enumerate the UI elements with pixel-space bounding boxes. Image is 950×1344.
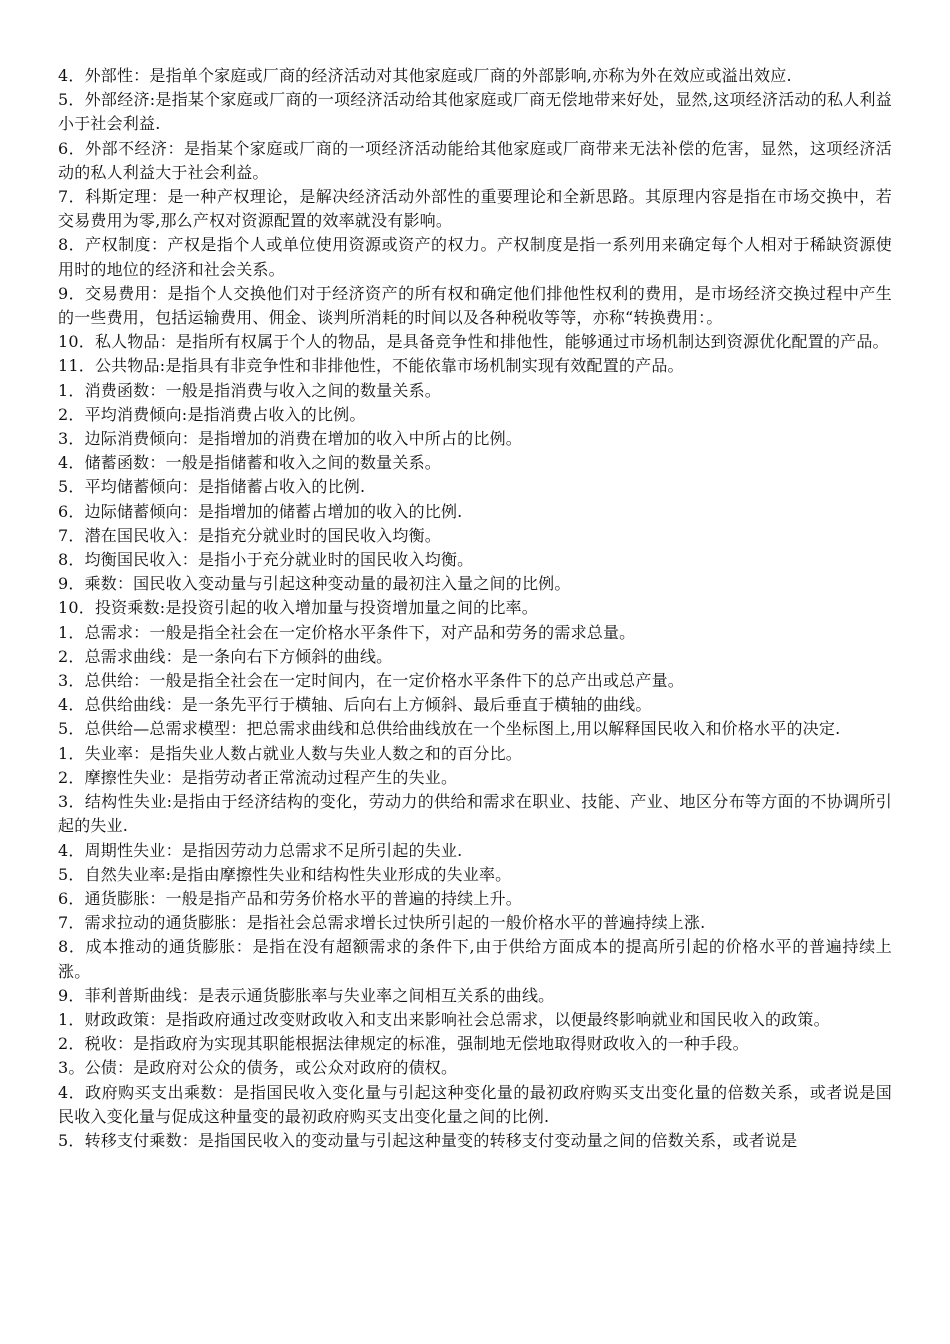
paragraph: 1．失业率：是指失业人数占就业人数与失业人数之和的百分比。: [58, 743, 522, 763]
paragraph: 4．储蓄函数：一般是指储蓄和收入之间的数量关系。: [58, 453, 441, 473]
paragraph: 5．转移支付乘数：是指国民收入的变动量与引起这种量变的转移支付变动量之间的倍数关系，或者说是: [58, 1130, 798, 1150]
paragraph: 2．税收：是指政府为实现其职能根据法律规定的标准，强制地无偿地取得财政收入的一种手段。: [58, 1034, 749, 1054]
paragraph: 1．消费函数：一般是指消费与收入之间的数量关系。: [58, 380, 441, 400]
paragraph: 8．产权制度：产权是指个人或单位使用资源或资产的权力。产权制度是指一系列用来确定每个人相对于稀缺资源使用时的地位的经济和社会关系。: [58, 235, 892, 279]
paragraph: 2．总需求曲线：是一条向右下方倾斜的曲线。: [58, 646, 393, 666]
paragraph: 6．通货膨胀：一般是指产品和劳务价格水平的普遍的持续上升。: [58, 888, 522, 908]
paragraph: 5．总供给—总需求模型：把总需求曲线和总供给曲线放在一个坐标图上,用以解释国民收入和价格水平的决定.: [58, 719, 841, 739]
paragraph: 5．自然失业率:是指由摩擦性失业和结构性失业形成的失业率。: [58, 864, 512, 884]
paragraph: 2．平均消费倾向:是指消费占收入的比例。: [58, 404, 366, 424]
paragraph: 7．科斯定理：是一种产权理论，是解决经济活动外部性的重要理论和全新思路。其原理内容是指在市场交换中，若交易费用为零,那么产权对资源配置的效率就没有影响。: [58, 187, 892, 231]
paragraph: 10．投资乘数:是投资引起的收入增加量与投资增加量之间的比率。: [58, 598, 538, 618]
paragraph: 3．结构性失业:是指由于经济结构的变化，劳动力的供给和需求在职业、技能、产业、地区分布等方面的不协调所引起的失业.: [58, 792, 892, 836]
paragraph: 9．交易费用：是指个人交换他们对于经济资产的所有权和确定他们排他性权利的费用，是市场经济交换过程中产生的一些费用，包括运输费用、佣金、谈判所消耗的时间以及各种税收等等，亦称“转换费用：。: [58, 283, 892, 328]
paragraph: 4．总供给曲线：是一条先平行于横轴、后向右上方倾斜、最后垂直于横轴的曲线。: [58, 695, 652, 715]
paragraph: 4．政府购买支出乘数：是指国民收入变化量与引起这种变化量的最初政府购买支出变化量的倍数关系，或者说是国民收入变化量与促成这种量变的最初政府购买支出变化量之间的比例.: [58, 1082, 892, 1126]
paragraph: 6．外部不经济：是指某个家庭或厂商的一项经济活动能给其他家庭或厂商带来无法补偿的危害，显然，这项经济活动的私人利益大于社会利益。: [58, 138, 892, 182]
paragraph: 8．成本推动的通货膨胀：是指在没有超额需求的条件下,由于供给方面成本的提高所引起的价格水平的普遍持续上涨。: [58, 937, 892, 981]
paragraph: 1．总需求：一般是指全社会在一定价格水平条件下，对产品和劳务的需求总量。: [58, 622, 636, 642]
paragraph: 9．菲利普斯曲线：是表示通货膨胀率与失业率之间相互关系的曲线。: [58, 985, 555, 1005]
paragraph: 3．边际消费倾向：是指增加的消费在增加的收入中所占的比例。: [58, 429, 522, 449]
paragraph: 3。公债：是政府对公众的债务，或公众对政府的债权。: [58, 1058, 458, 1078]
paragraph: 6．边际储蓄倾向：是指增加的储蓄占增加的收入的比例.: [58, 501, 463, 521]
paragraph: 4．周期性失业：是指因劳动力总需求不足所引起的失业.: [58, 840, 463, 860]
paragraph: 2．摩擦性失业：是指劳动者正常流动过程产生的失业。: [58, 767, 458, 787]
paragraph: 1．财政政策：是指政府通过改变财政收入和支出来影响社会总需求，以便最终影响就业和国民收入的政策。: [58, 1009, 830, 1029]
paragraph: 5．外部经济:是指某个家庭或厂商的一项经济活动给其他家庭或厂商无偿地带来好处，显然,这项经济活动的私人利益小于社会利益.: [58, 90, 892, 134]
paragraph: 7．需求拉动的通货膨胀：是指社会总需求增长过快所引起的一般价格水平的普遍持续上涨.: [58, 913, 706, 933]
paragraph: 8．均衡国民收入：是指小于充分就业时的国民收入均衡。: [58, 550, 474, 570]
paragraph: 5．平均储蓄倾向：是指储蓄占收入的比例.: [58, 477, 366, 497]
paragraph: 9．乘数：国民收入变动量与引起这种变动量的最初注入量之间的比例。: [58, 574, 571, 594]
paragraph: 7．潜在国民收入：是指充分就业时的国民收入均衡。: [58, 525, 441, 545]
paragraph: 11．公共物品:是指具有非竞争性和非排他性，不能依靠市场机制实现有效配置的产品。: [58, 356, 684, 376]
paragraph: 3．总供给：一般是指全社会在一定时间内，在一定价格水平条件下的总产出或总产量。: [58, 671, 684, 691]
document-body: [58, 64, 892, 1153]
paragraph: 4．外部性：是指单个家庭或厂商的经济活动对其他家庭或厂商的外部影响,亦称为外在效应或溢出效应.: [58, 66, 792, 85]
paragraph: 10．私人物品：是指所有权属于个人的物品，是具备竞争性和排他性，能够通过市场机制达到资源优化配置的产品。: [58, 332, 889, 352]
